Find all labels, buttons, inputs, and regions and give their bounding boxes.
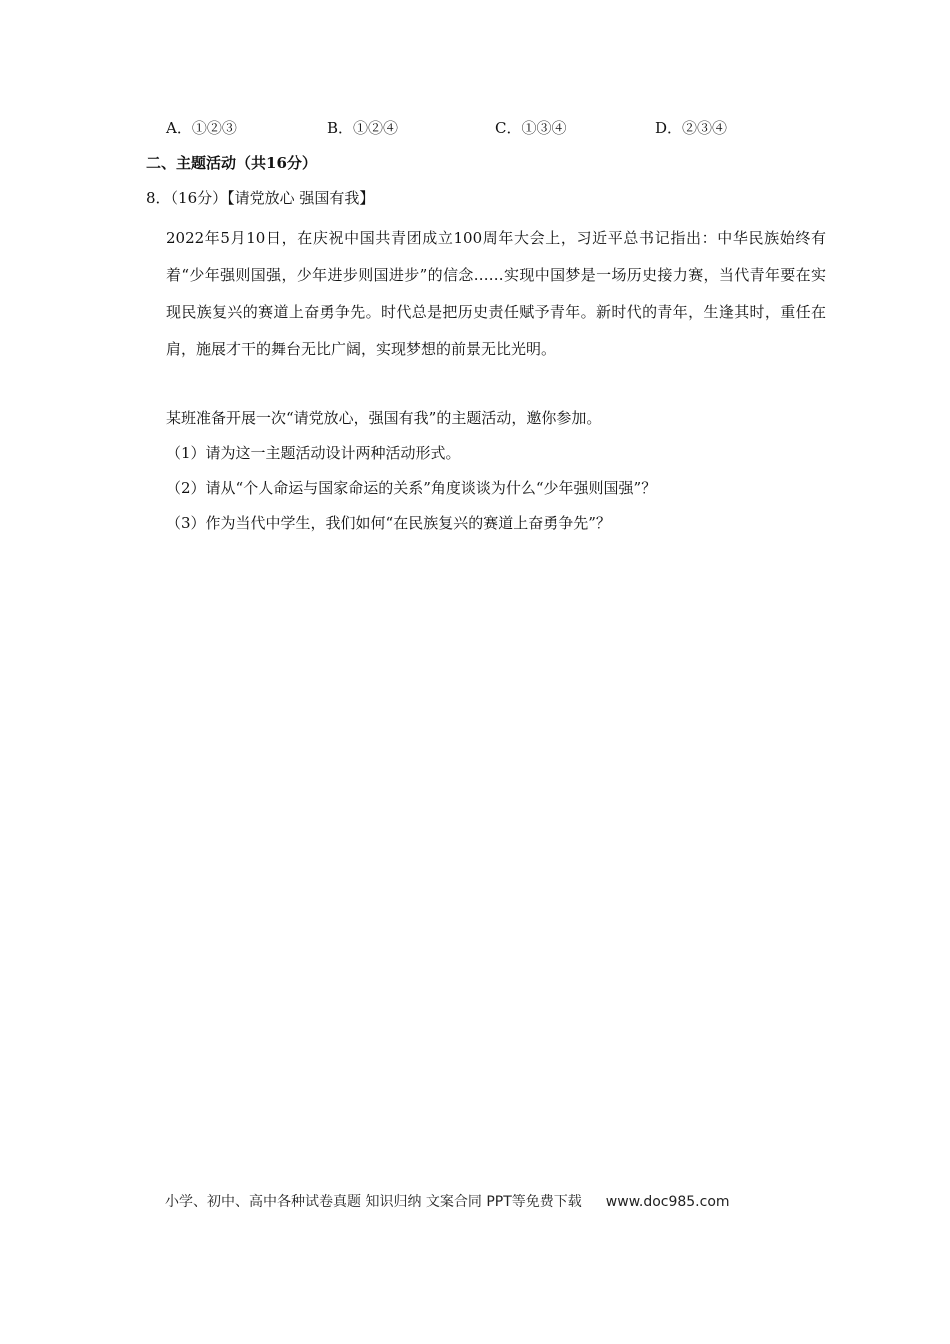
question-header	[146, 187, 374, 208]
answer-options	[0, 117, 950, 141]
question-passage: 2022年5月10日，在庆祝中国共青团成立100周年大会上，习近平总书记指出：中华民族始终有着“少年强则国强，少年进步则国进步”的信念……实现中国梦是一场历史接力赛，当代青年要在实现民族复兴的赛道上奋勇争先。时代总是把历史责任赋予青年。新时代的青年，生逢其时，重任在肩，施展才干的舞台无比广阔，实现梦想的前景无比光明。	[166, 229, 826, 358]
footer-text: 小学、初中、高中各种试卷真题 知识归纳 文案合同 PPT等免费下载	[165, 1194, 582, 1210]
footer-site-link[interactable]: www.doc985.com	[605, 1194, 730, 1210]
option-d: D．②③④	[655, 119, 728, 137]
option-a: A．①②③	[166, 119, 237, 137]
option-c: C．①③④	[495, 119, 567, 137]
sub-question-1: （1）请为这一主题活动设计两种活动形式。	[166, 444, 461, 462]
question-title: 【请党放心 强国有我】	[227, 189, 375, 207]
sub-question-2: （2）请从“个人命运与国家命运的关系”角度谈谈为什么“少年强则国强”？	[166, 479, 657, 497]
option-b: B．①②④	[327, 119, 399, 137]
section-heading: 二、主题活动（共16分）	[146, 154, 317, 172]
page-footer	[165, 1191, 730, 1211]
question-score: （16分）	[170, 189, 228, 207]
question-intro: 某班准备开展一次“请党放心，强国有我”的主题活动，邀你参加。	[166, 409, 602, 427]
sub-question-3: （3）作为当代中学生，我们如何“在民族复兴的赛道上奋勇争先”？	[166, 514, 611, 532]
question-number: 8．	[146, 189, 171, 207]
